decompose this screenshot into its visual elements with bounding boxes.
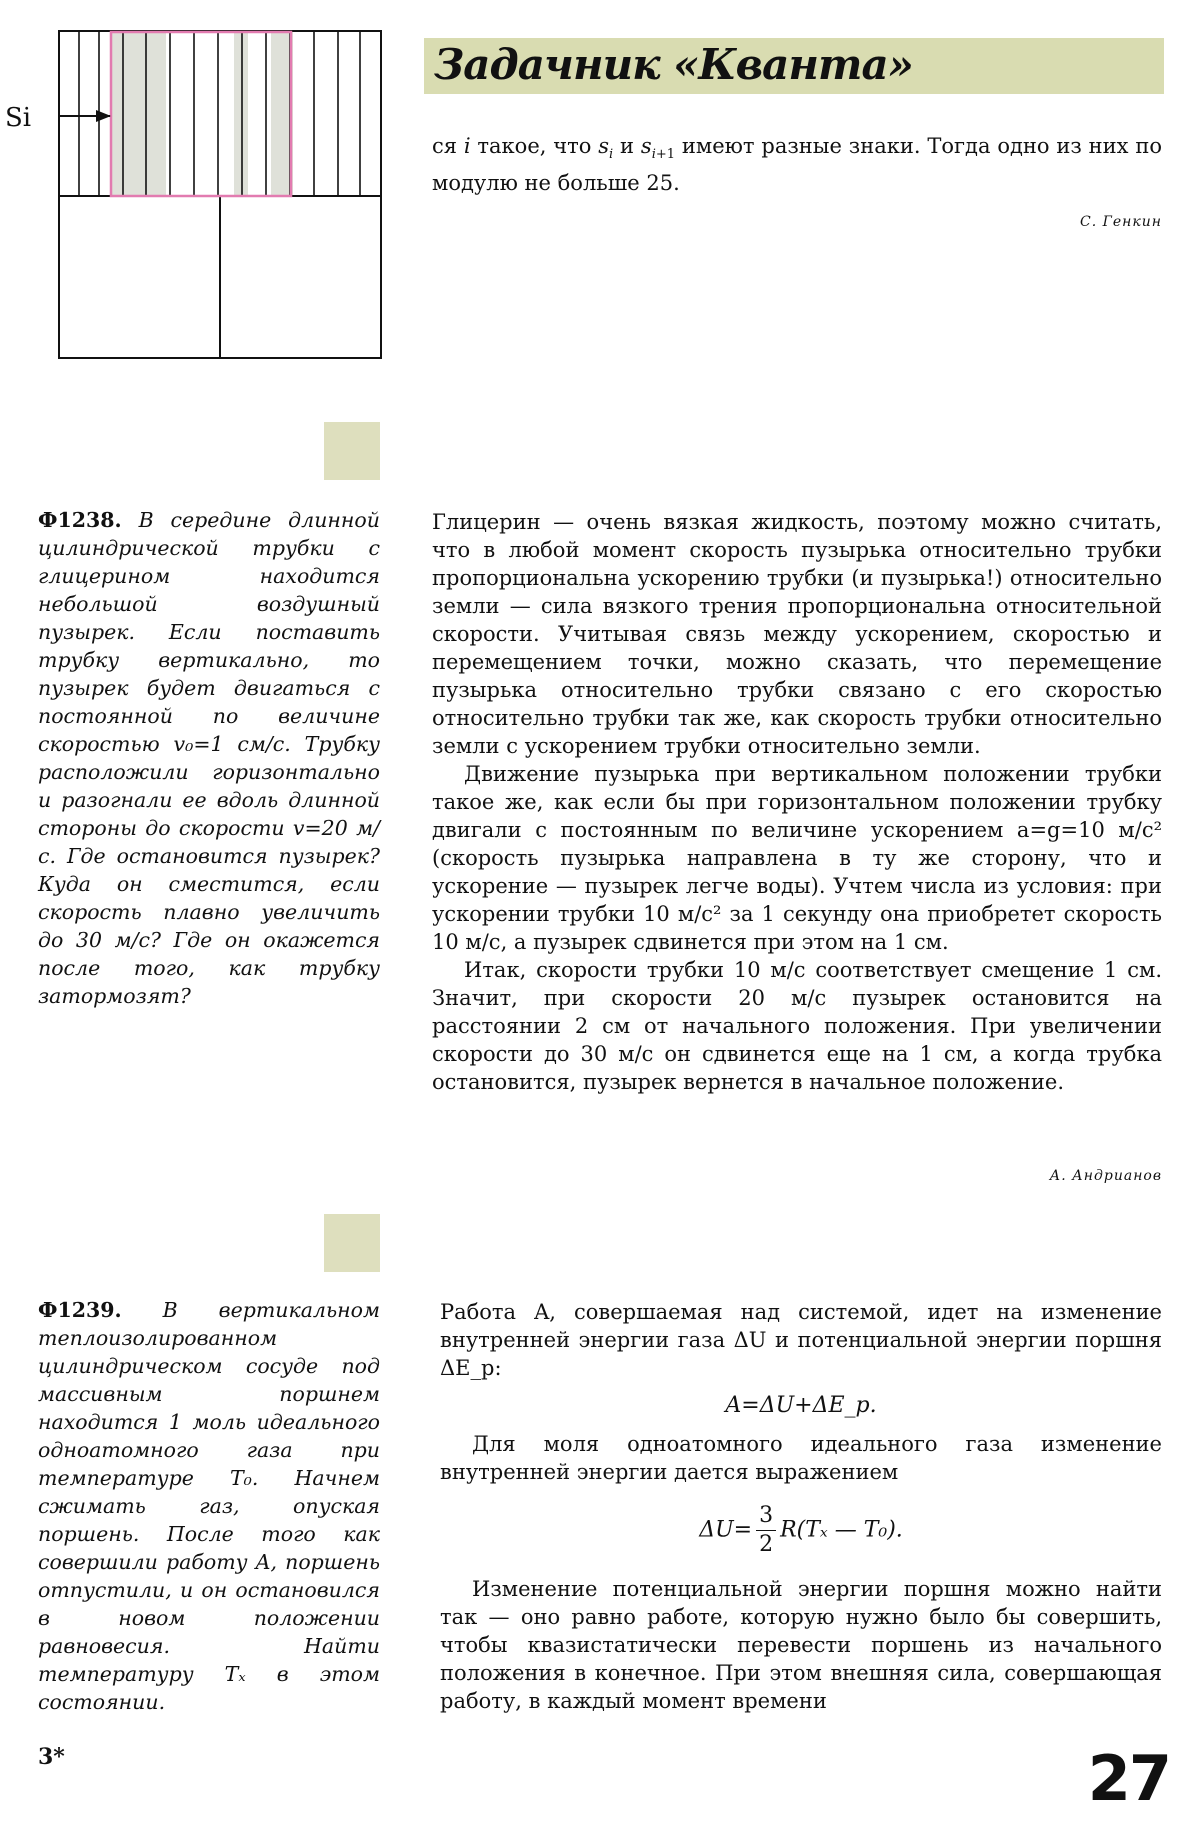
continued-text: ся i такое, что $s_i$ и $s_{i+1}$ имеют разные знаки. Тогда одно из них по модулю не больше 25. — [432, 134, 1162, 196]
solution-paragraph: Движение пузырька при вертикальном положении трубки такое же, как если бы при горизонтальном положении трубку двигали с постоянным по величине ускорением a=g=10 м/с² (скорость пузырька направлена в ту же сторону, что и ускорение — пузырек легче воды). Учтем числа из условия: при ускорении трубки 10 м/с² за 1 секунду она приобретет скорость 10 м/с, а пузырек сдвинется при этом на 1 см. — [432, 762, 1162, 954]
problem-number: Ф1238. — [38, 508, 122, 532]
solution-paragraph: Для моля одноатомного идеального газа изменение внутренней энергии дается выражением — [440, 1432, 1162, 1484]
arrow-icon — [96, 110, 111, 122]
grid-figure — [58, 30, 382, 360]
problem-1238-statement — [38, 506, 380, 1010]
solution-paragraph: Итак, скорости трубки 10 м/с соответствует смещение 1 см. Значит, при скорости 20 м/с пузырек остановится на расстоянии 2 см от начального положения. При увеличении скорости до 30 м/с он сдвинется еще на 1 см, а когда трубка остановится, пузырек вернется в начальное положение. — [432, 958, 1162, 1094]
figure-label: Si — [5, 103, 32, 133]
page-number: 27 — [1087, 1742, 1170, 1815]
solution-paragraph: Изменение потенциальной энергии поршня можно найти так — оно равно работе, которую нужно было бы совершить, чтобы квазистатически перевести поршень из начального положения в конечное. При этом внешняя сила, совершающая работу, в каждый момент времени — [440, 1577, 1162, 1713]
problem-number: Ф1239. — [38, 1298, 122, 1322]
shaded-band-gap — [166, 32, 234, 196]
color-swatch — [324, 422, 380, 480]
formula-work: A=ΔU+ΔE_p. — [725, 1393, 877, 1418]
signature-andrianov: А. Андрианов — [1049, 1168, 1162, 1184]
formula-internal-energy: ΔU= $\frac{3}{2}$ R(Tₓ — T₀). — [699, 1503, 903, 1557]
problem-text: В середине длинной цилиндрической трубки с глицерином находится небольшой воздушный пузырек. Если поставить трубку вертикально, то пузырек будет двигаться с постоянной по величине скоростью v₀=1 см/с. Трубку расположили горизонтально и разогнали ее вдоль длинной стороны до скорости v=20 м/с. Где остановится пузырек? Куда он сместится, если скорость плавно увеличить до 30 м/с? Где он окажется после того, как трубку затормозят? — [38, 508, 380, 1008]
signature-genkin: С. Генкин — [1080, 214, 1162, 230]
problem-text: В вертикальном теплоизолированном цилиндрическом сосуде под массивным поршнем находится 1 моль идеального одноатомного газа при температуре T₀. Начнем сжимать газ, опуская поршень. После того как совершили работу A, поршень отпустили, и он остановился в новом положении равновесия. Найти температуру Tₓ в этом состоянии. — [38, 1298, 380, 1714]
problem-1239-solution — [440, 1298, 1162, 1715]
banner-title: Задачник «Кванта» — [434, 40, 913, 89]
section-banner — [424, 38, 1164, 94]
signature-mark: 3* — [38, 1744, 65, 1770]
color-swatch — [324, 1214, 380, 1272]
solution-paragraph: Глицерин — очень вязкая жидкость, поэтому можно считать, что в любой момент скорость пузырька относительно трубки пропорциональна ускорению трубки (и пузырька!) относительно земли — сила вязкого трения пропорциональна относительной скорости. Учитывая связь между ускорением, скоростью и перемещением точки, можно сказать, что перемещение пузырька относительно трубки связано с его скоростью относительно трубки так же, как скорость трубки относительно земли с ускорением трубки относительно земли. — [432, 510, 1162, 758]
solution-paragraph: Работа A, совершаемая над системой, идет на изменение внутренней энергии газа ΔU и потенциальной энергии поршня ΔE_p: — [440, 1300, 1162, 1380]
problem-1238-solution — [432, 508, 1162, 1096]
problem-1239-statement — [38, 1296, 380, 1716]
